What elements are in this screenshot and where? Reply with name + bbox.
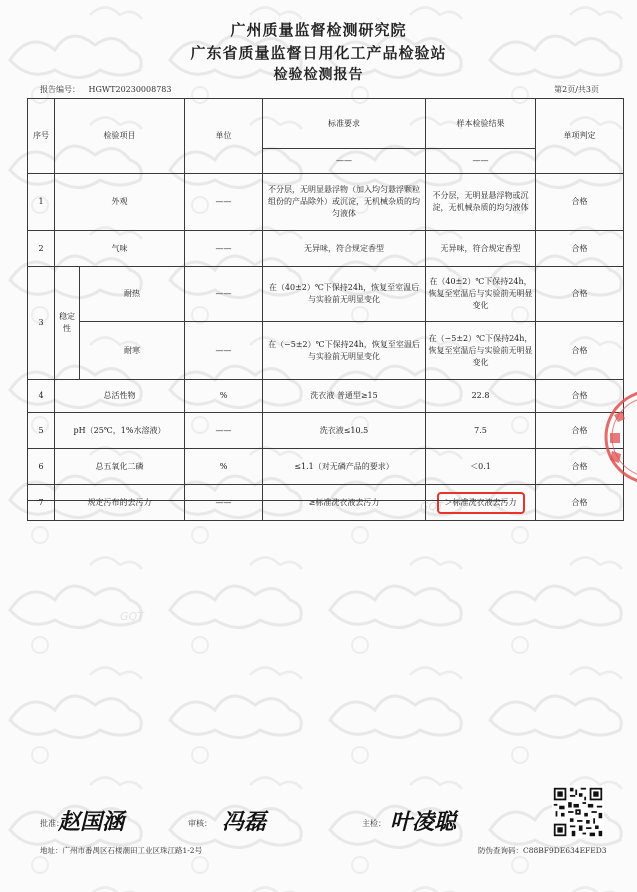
row-unit: % xyxy=(185,380,263,413)
row-result-cell xyxy=(426,485,536,521)
row-verdict: 合格 xyxy=(536,231,624,267)
report-number xyxy=(40,84,171,95)
table-row xyxy=(28,380,624,413)
svg-text:赵国涵: 赵国涵 xyxy=(58,809,125,835)
row-verdict: 合格 xyxy=(536,322,624,380)
results-table xyxy=(27,98,624,521)
row-item: 规定污布的去污力 xyxy=(55,485,185,521)
chief-label: 主检： xyxy=(362,819,386,828)
row-result: 22.8 xyxy=(426,380,536,413)
highlighted-result: ＞标准洗衣液去污力 xyxy=(437,492,525,514)
row-verdict: 合格 xyxy=(536,267,624,322)
row-verdict: 合格 xyxy=(536,449,624,485)
row-unit: —— xyxy=(185,267,263,322)
table-row xyxy=(28,174,624,231)
row-item: 总五氧化二磷 xyxy=(55,449,185,485)
table-header-row xyxy=(28,99,624,149)
row-item: pH（25℃，1%水溶液） xyxy=(55,413,185,449)
approve-label: 批准： xyxy=(40,819,64,828)
row-seq: 1 xyxy=(28,174,55,231)
table-row xyxy=(28,267,624,322)
row-result: 无异味，符合规定香型 xyxy=(426,231,536,267)
report-number-label: 报告编号： xyxy=(40,85,80,94)
svg-text:叶凌聪: 叶凌聪 xyxy=(390,809,457,835)
verification-code xyxy=(478,845,607,856)
row-unit: —— xyxy=(185,231,263,267)
header-seq: 序号 xyxy=(28,99,55,174)
svg-text:GQT: GQT xyxy=(420,500,444,513)
table-row xyxy=(28,449,624,485)
svg-text:冯磊: 冯磊 xyxy=(222,809,267,835)
page-indicator: 第2页/共3页 xyxy=(554,85,599,94)
row-seq: 6 xyxy=(28,449,55,485)
row-seq: 5 xyxy=(28,413,55,449)
table-row xyxy=(28,231,624,267)
row-standard: 在（40±2）℃下保持24h，恢复至室温后与实验前无明显变化 xyxy=(263,267,426,322)
row-verdict: 合格 xyxy=(536,174,624,231)
row-group-stability: 稳定性 xyxy=(55,267,80,380)
report-number-value: HGWT20230008783 xyxy=(88,85,172,94)
row-standard: 洗衣液≤10.5 xyxy=(263,413,426,449)
row-unit: —— xyxy=(185,174,263,231)
row-result: 7.5 xyxy=(426,413,536,449)
address: 地址：广州市番禺区石楼潮田工业区珠江路1-2号 xyxy=(40,846,203,855)
row-unit: —— xyxy=(185,485,263,521)
header-verdict: 单项判定 xyxy=(536,99,624,174)
table-end-rule xyxy=(27,500,507,501)
header-result: 样本检验结果 xyxy=(426,99,536,149)
row-seq: 4 xyxy=(28,380,55,413)
row-item: 总活性物 xyxy=(55,380,185,413)
verification-code-label: 防伪查询码： xyxy=(478,846,523,855)
official-seal xyxy=(600,385,637,490)
table-row xyxy=(28,485,624,521)
row-unit: % xyxy=(185,449,263,485)
row-standard: 洗衣液 普通型≥15 xyxy=(263,380,426,413)
review-label: 审核： xyxy=(188,819,212,828)
header-item: 检验项目 xyxy=(55,99,185,174)
row-standard: 在（−5±2）℃下保持24h，恢复至室温后与实验前无明显变化 xyxy=(263,322,426,380)
row-result: ＜0.1 xyxy=(426,449,536,485)
table-row xyxy=(28,322,624,380)
row-verdict: 合格 xyxy=(536,380,624,413)
header-result-sub: —— xyxy=(426,149,536,174)
row-item: 气味 xyxy=(55,231,185,267)
row-unit: —— xyxy=(185,413,263,449)
table-row xyxy=(28,413,624,449)
row-standard: 不分层，无明显悬浮物（加入均匀悬浮颗粒组份的产品除外）或沉淀，无机械杂质的均匀液体 xyxy=(263,174,426,231)
row-standard: 无异味，符合规定香型 xyxy=(263,231,426,267)
header-unit: 单位 xyxy=(185,99,263,174)
row-item: 外观 xyxy=(55,174,185,231)
org-name-1: 广州质量监督检测研究院 xyxy=(230,21,407,39)
review-signature xyxy=(222,806,292,836)
svg-text:GQT: GQT xyxy=(120,610,144,623)
row-seq: 3 xyxy=(28,267,55,380)
row-item: 耐热 xyxy=(80,267,185,322)
row-seq: 2 xyxy=(28,231,55,267)
header-standard-sub: —— xyxy=(263,149,426,174)
row-verdict: 合格 xyxy=(536,485,624,521)
row-verdict: 合格 xyxy=(536,413,624,449)
report-title: 检验检测报告 xyxy=(273,67,364,83)
chief-signature xyxy=(390,806,470,836)
row-result: 不分层，无明显悬浮物或沉淀，无机械杂质的均匀液体 xyxy=(426,174,536,231)
row-item: 耐寒 xyxy=(80,322,185,380)
header-standard: 标准要求 xyxy=(263,99,426,149)
org-name-2: 广东省质量监督日用化工产品检验站 xyxy=(190,44,447,62)
verification-code-value: C88BF9DE634EFED3 xyxy=(523,846,607,855)
verification-qr-code xyxy=(552,786,604,838)
row-standard: ≥标准洗衣液去污力 xyxy=(263,485,426,521)
row-standard: ≤1.1（对无磷产品的要求） xyxy=(263,449,426,485)
row-result: 在（40±2）℃下保持24h，恢复至室温后与实验前无明显变化 xyxy=(426,267,536,322)
row-unit: —— xyxy=(185,322,263,380)
approve-signature xyxy=(58,806,138,836)
row-result: 在（−5±2）℃下保持24h，恢复至室温后与实验前无明显变化 xyxy=(426,322,536,380)
row-seq: 7 xyxy=(28,485,55,521)
